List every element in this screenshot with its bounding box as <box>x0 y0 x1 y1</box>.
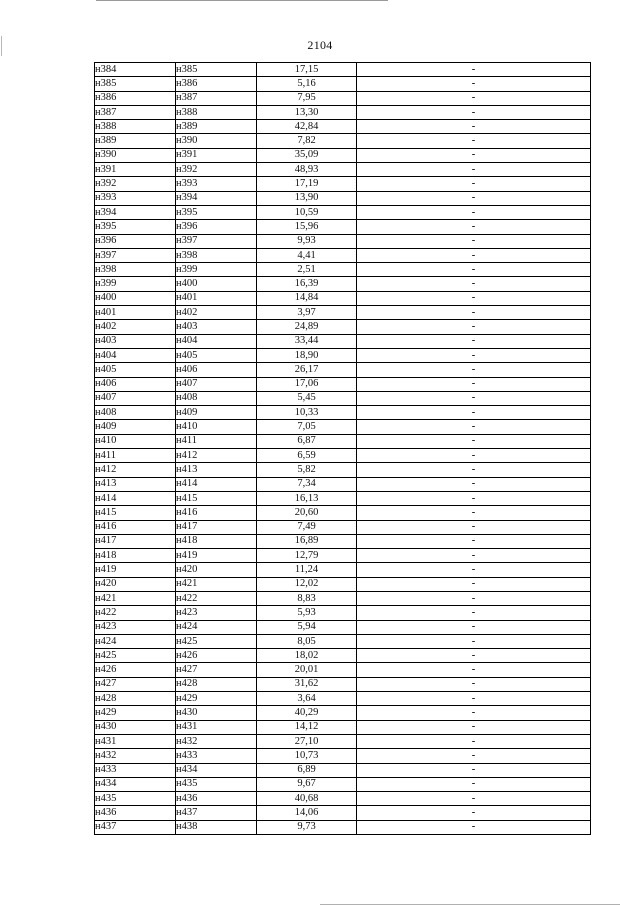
distance-cell: 6,87 <box>257 434 357 448</box>
point-to-cell: н405 <box>176 348 257 362</box>
point-from-cell: н401 <box>95 306 176 320</box>
table-row <box>95 663 591 677</box>
distance-cell: 33,44 <box>257 334 357 348</box>
distance-cell: 5,82 <box>257 463 357 477</box>
page-number: 2104 <box>307 38 333 52</box>
point-to-cell: н397 <box>176 234 257 248</box>
point-from-cell: н418 <box>95 549 176 563</box>
point-from-cell: н389 <box>95 134 176 148</box>
distance-cell: 27,10 <box>257 734 357 748</box>
point-to-cell: н415 <box>176 491 257 505</box>
note-cell: - <box>357 520 591 534</box>
point-from-cell: н423 <box>95 620 176 634</box>
distance-cell: 48,93 <box>257 163 357 177</box>
distance-cell: 5,93 <box>257 606 357 620</box>
note-cell: - <box>357 334 591 348</box>
point-from-cell: н429 <box>95 706 176 720</box>
table-row <box>95 563 591 577</box>
point-to-cell: н419 <box>176 549 257 563</box>
point-from-cell: н433 <box>95 763 176 777</box>
point-to-cell: н386 <box>176 77 257 91</box>
point-from-cell: н403 <box>95 334 176 348</box>
distance-cell: 17,19 <box>257 177 357 191</box>
distance-cell: 16,89 <box>257 534 357 548</box>
note-cell: - <box>357 649 591 663</box>
point-from-cell: н424 <box>95 634 176 648</box>
point-from-cell: н390 <box>95 148 176 162</box>
distance-cell: 18,90 <box>257 348 357 362</box>
distance-cell: 5,94 <box>257 620 357 634</box>
point-from-cell: н417 <box>95 534 176 548</box>
point-to-cell: н429 <box>176 692 257 706</box>
point-to-cell: н390 <box>176 134 257 148</box>
distance-cell: 40,68 <box>257 792 357 806</box>
point-to-cell: н421 <box>176 577 257 591</box>
point-to-cell: н414 <box>176 477 257 491</box>
distance-cell: 10,73 <box>257 749 357 763</box>
point-from-cell: н397 <box>95 248 176 262</box>
distance-cell: 17,15 <box>257 63 357 77</box>
distance-cell: 14,12 <box>257 720 357 734</box>
note-cell: - <box>357 406 591 420</box>
table-row <box>95 734 591 748</box>
table-row <box>95 577 591 591</box>
point-from-cell: н430 <box>95 720 176 734</box>
distance-cell: 10,59 <box>257 205 357 219</box>
distance-cell: 40,29 <box>257 706 357 720</box>
distance-cell: 4,41 <box>257 248 357 262</box>
distance-cell: 9,73 <box>257 820 357 834</box>
note-cell: - <box>357 263 591 277</box>
table-row <box>95 620 591 634</box>
point-from-cell: н411 <box>95 449 176 463</box>
point-to-cell: н388 <box>176 105 257 119</box>
table-row <box>95 163 591 177</box>
point-to-cell: н420 <box>176 563 257 577</box>
point-to-cell: н427 <box>176 663 257 677</box>
point-from-cell: н399 <box>95 277 176 291</box>
distance-cell: 18,02 <box>257 649 357 663</box>
distance-cell: 9,93 <box>257 234 357 248</box>
distance-cell: 17,06 <box>257 377 357 391</box>
table-row <box>95 706 591 720</box>
note-cell: - <box>357 806 591 820</box>
table-row <box>95 134 591 148</box>
note-cell: - <box>357 749 591 763</box>
table-row <box>95 148 591 162</box>
point-from-cell: н393 <box>95 191 176 205</box>
point-to-cell: н407 <box>176 377 257 391</box>
note-cell: - <box>357 634 591 648</box>
point-to-cell: н389 <box>176 120 257 134</box>
note-cell: - <box>357 549 591 563</box>
point-to-cell: н437 <box>176 806 257 820</box>
point-to-cell: н408 <box>176 391 257 405</box>
distance-cell: 7,05 <box>257 420 357 434</box>
note-cell: - <box>357 191 591 205</box>
point-to-cell: н418 <box>176 534 257 548</box>
table-row <box>95 534 591 548</box>
note-cell: - <box>357 677 591 691</box>
table-row <box>95 549 591 563</box>
note-cell: - <box>357 120 591 134</box>
note-cell: - <box>357 163 591 177</box>
note-cell: - <box>357 720 591 734</box>
table-row <box>95 520 591 534</box>
table-row <box>95 449 591 463</box>
distance-cell: 15,96 <box>257 220 357 234</box>
distance-cell: 10,33 <box>257 406 357 420</box>
table-row <box>95 63 591 77</box>
point-to-cell: н400 <box>176 277 257 291</box>
note-cell: - <box>357 463 591 477</box>
point-from-cell: н412 <box>95 463 176 477</box>
coordinates-table <box>94 62 591 835</box>
note-cell: - <box>357 820 591 834</box>
table-row <box>95 234 591 248</box>
note-cell: - <box>357 620 591 634</box>
distance-cell: 5,45 <box>257 391 357 405</box>
point-from-cell: н409 <box>95 420 176 434</box>
point-from-cell: н394 <box>95 205 176 219</box>
point-to-cell: н391 <box>176 148 257 162</box>
distance-cell: 3,97 <box>257 306 357 320</box>
point-from-cell: н395 <box>95 220 176 234</box>
distance-cell: 31,62 <box>257 677 357 691</box>
point-from-cell: н400 <box>95 291 176 305</box>
point-to-cell: н404 <box>176 334 257 348</box>
point-from-cell: н434 <box>95 777 176 791</box>
table-row <box>95 248 591 262</box>
point-from-cell: н419 <box>95 563 176 577</box>
point-from-cell: н428 <box>95 692 176 706</box>
table-row <box>95 792 591 806</box>
point-from-cell: н416 <box>95 520 176 534</box>
table-row <box>95 477 591 491</box>
note-cell: - <box>357 792 591 806</box>
distance-cell: 6,59 <box>257 449 357 463</box>
note-cell: - <box>357 692 591 706</box>
table-row <box>95 591 591 605</box>
note-cell: - <box>357 434 591 448</box>
note-cell: - <box>357 134 591 148</box>
distance-cell: 13,30 <box>257 105 357 119</box>
note-cell: - <box>357 277 591 291</box>
distance-cell: 7,82 <box>257 134 357 148</box>
point-to-cell: н403 <box>176 320 257 334</box>
point-from-cell: н386 <box>95 91 176 105</box>
table-row <box>95 463 591 477</box>
table-row <box>95 420 591 434</box>
distance-cell: 6,89 <box>257 763 357 777</box>
point-to-cell: н436 <box>176 792 257 806</box>
point-from-cell: н432 <box>95 749 176 763</box>
point-from-cell: н402 <box>95 320 176 334</box>
point-to-cell: н423 <box>176 606 257 620</box>
table-row <box>95 91 591 105</box>
point-from-cell: н384 <box>95 63 176 77</box>
note-cell: - <box>357 563 591 577</box>
note-cell: - <box>357 763 591 777</box>
note-cell: - <box>357 220 591 234</box>
point-from-cell: н396 <box>95 234 176 248</box>
point-to-cell: н413 <box>176 463 257 477</box>
distance-cell: 7,95 <box>257 91 357 105</box>
point-to-cell: н394 <box>176 191 257 205</box>
point-from-cell: н392 <box>95 177 176 191</box>
point-to-cell: н431 <box>176 720 257 734</box>
point-from-cell: н426 <box>95 663 176 677</box>
note-cell: - <box>357 591 591 605</box>
point-to-cell: н392 <box>176 163 257 177</box>
point-to-cell: н425 <box>176 634 257 648</box>
point-to-cell: н412 <box>176 449 257 463</box>
point-from-cell: н398 <box>95 263 176 277</box>
distance-cell: 8,05 <box>257 634 357 648</box>
point-to-cell: н433 <box>176 749 257 763</box>
point-from-cell: н421 <box>95 591 176 605</box>
note-cell: - <box>357 477 591 491</box>
note-cell: - <box>357 148 591 162</box>
point-to-cell: н410 <box>176 420 257 434</box>
distance-cell: 13,90 <box>257 191 357 205</box>
distance-cell: 5,16 <box>257 77 357 91</box>
point-to-cell: н435 <box>176 777 257 791</box>
table-row <box>95 820 591 834</box>
note-cell: - <box>357 105 591 119</box>
table-row <box>95 291 591 305</box>
distance-cell: 42,84 <box>257 120 357 134</box>
note-cell: - <box>357 491 591 505</box>
table-row <box>95 606 591 620</box>
point-to-cell: н424 <box>176 620 257 634</box>
note-cell: - <box>357 234 591 248</box>
table-row <box>95 348 591 362</box>
distance-cell: 14,06 <box>257 806 357 820</box>
point-from-cell: н387 <box>95 105 176 119</box>
point-to-cell: н401 <box>176 291 257 305</box>
note-cell: - <box>357 77 591 91</box>
point-to-cell: н422 <box>176 591 257 605</box>
note-cell: - <box>357 177 591 191</box>
note-cell: - <box>357 348 591 362</box>
point-from-cell: н431 <box>95 734 176 748</box>
table-row <box>95 692 591 706</box>
table-row <box>95 434 591 448</box>
table-row <box>95 220 591 234</box>
distance-cell: 24,89 <box>257 320 357 334</box>
point-to-cell: н402 <box>176 306 257 320</box>
note-cell: - <box>357 663 591 677</box>
note-cell: - <box>357 291 591 305</box>
table-row <box>95 334 591 348</box>
point-from-cell: н427 <box>95 677 176 691</box>
table-body <box>95 63 591 835</box>
point-to-cell: н430 <box>176 706 257 720</box>
point-to-cell: н406 <box>176 363 257 377</box>
note-cell: - <box>357 706 591 720</box>
point-from-cell: н436 <box>95 806 176 820</box>
point-from-cell: н435 <box>95 792 176 806</box>
scan-top-line <box>96 0 388 1</box>
note-cell: - <box>357 577 591 591</box>
note-cell: - <box>357 449 591 463</box>
note-cell: - <box>357 734 591 748</box>
table-row <box>95 634 591 648</box>
table-row <box>95 406 591 420</box>
note-cell: - <box>357 777 591 791</box>
table-row <box>95 391 591 405</box>
distance-cell: 9,67 <box>257 777 357 791</box>
table-row <box>95 306 591 320</box>
point-to-cell: н438 <box>176 820 257 834</box>
table-row <box>95 191 591 205</box>
point-from-cell: н406 <box>95 377 176 391</box>
table-row <box>95 120 591 134</box>
table-row <box>95 320 591 334</box>
point-from-cell: н422 <box>95 606 176 620</box>
distance-cell: 12,02 <box>257 577 357 591</box>
distance-cell: 7,34 <box>257 477 357 491</box>
table-row <box>95 105 591 119</box>
note-cell: - <box>357 363 591 377</box>
point-from-cell: н405 <box>95 363 176 377</box>
table-row <box>95 749 591 763</box>
table-row <box>95 763 591 777</box>
point-from-cell: н420 <box>95 577 176 591</box>
distance-cell: 35,09 <box>257 148 357 162</box>
table-row <box>95 720 591 734</box>
point-to-cell: н434 <box>176 763 257 777</box>
table-row <box>95 506 591 520</box>
point-to-cell: н409 <box>176 406 257 420</box>
table-row <box>95 491 591 505</box>
point-from-cell: н413 <box>95 477 176 491</box>
distance-cell: 3,64 <box>257 692 357 706</box>
note-cell: - <box>357 391 591 405</box>
note-cell: - <box>357 420 591 434</box>
note-cell: - <box>357 248 591 262</box>
point-from-cell: н404 <box>95 348 176 362</box>
point-to-cell: н411 <box>176 434 257 448</box>
distance-cell: 14,84 <box>257 291 357 305</box>
table-row <box>95 77 591 91</box>
distance-cell: 2,51 <box>257 263 357 277</box>
table-row <box>95 377 591 391</box>
point-to-cell: н399 <box>176 263 257 277</box>
note-cell: - <box>357 63 591 77</box>
point-from-cell: н437 <box>95 820 176 834</box>
note-cell: - <box>357 534 591 548</box>
point-from-cell: н408 <box>95 406 176 420</box>
distance-cell: 16,39 <box>257 277 357 291</box>
note-cell: - <box>357 320 591 334</box>
point-from-cell: н410 <box>95 434 176 448</box>
distance-cell: 20,60 <box>257 506 357 520</box>
point-to-cell: н432 <box>176 734 257 748</box>
point-from-cell: н415 <box>95 506 176 520</box>
distance-cell: 26,17 <box>257 363 357 377</box>
table-row <box>95 363 591 377</box>
point-from-cell: н425 <box>95 649 176 663</box>
point-from-cell: н385 <box>95 77 176 91</box>
point-to-cell: н395 <box>176 205 257 219</box>
point-to-cell: н426 <box>176 649 257 663</box>
note-cell: - <box>357 377 591 391</box>
point-to-cell: н416 <box>176 506 257 520</box>
point-to-cell: н385 <box>176 63 257 77</box>
table-row <box>95 277 591 291</box>
point-from-cell: н414 <box>95 491 176 505</box>
point-to-cell: н393 <box>176 177 257 191</box>
table-row <box>95 677 591 691</box>
distance-cell: 8,83 <box>257 591 357 605</box>
point-to-cell: н387 <box>176 91 257 105</box>
note-cell: - <box>357 506 591 520</box>
distance-cell: 11,24 <box>257 563 357 577</box>
distance-cell: 7,49 <box>257 520 357 534</box>
note-cell: - <box>357 306 591 320</box>
note-cell: - <box>357 205 591 219</box>
distance-cell: 20,01 <box>257 663 357 677</box>
point-from-cell: н391 <box>95 163 176 177</box>
table-row <box>95 263 591 277</box>
point-from-cell: н407 <box>95 391 176 405</box>
point-from-cell: н388 <box>95 120 176 134</box>
table-row <box>95 177 591 191</box>
note-cell: - <box>357 606 591 620</box>
distance-cell: 16,13 <box>257 491 357 505</box>
point-to-cell: н428 <box>176 677 257 691</box>
point-to-cell: н396 <box>176 220 257 234</box>
table-row <box>95 205 591 219</box>
table-row <box>95 649 591 663</box>
table-row <box>95 777 591 791</box>
note-cell: - <box>357 91 591 105</box>
table-row <box>95 806 591 820</box>
distance-cell: 12,79 <box>257 549 357 563</box>
point-to-cell: н417 <box>176 520 257 534</box>
point-to-cell: н398 <box>176 248 257 262</box>
